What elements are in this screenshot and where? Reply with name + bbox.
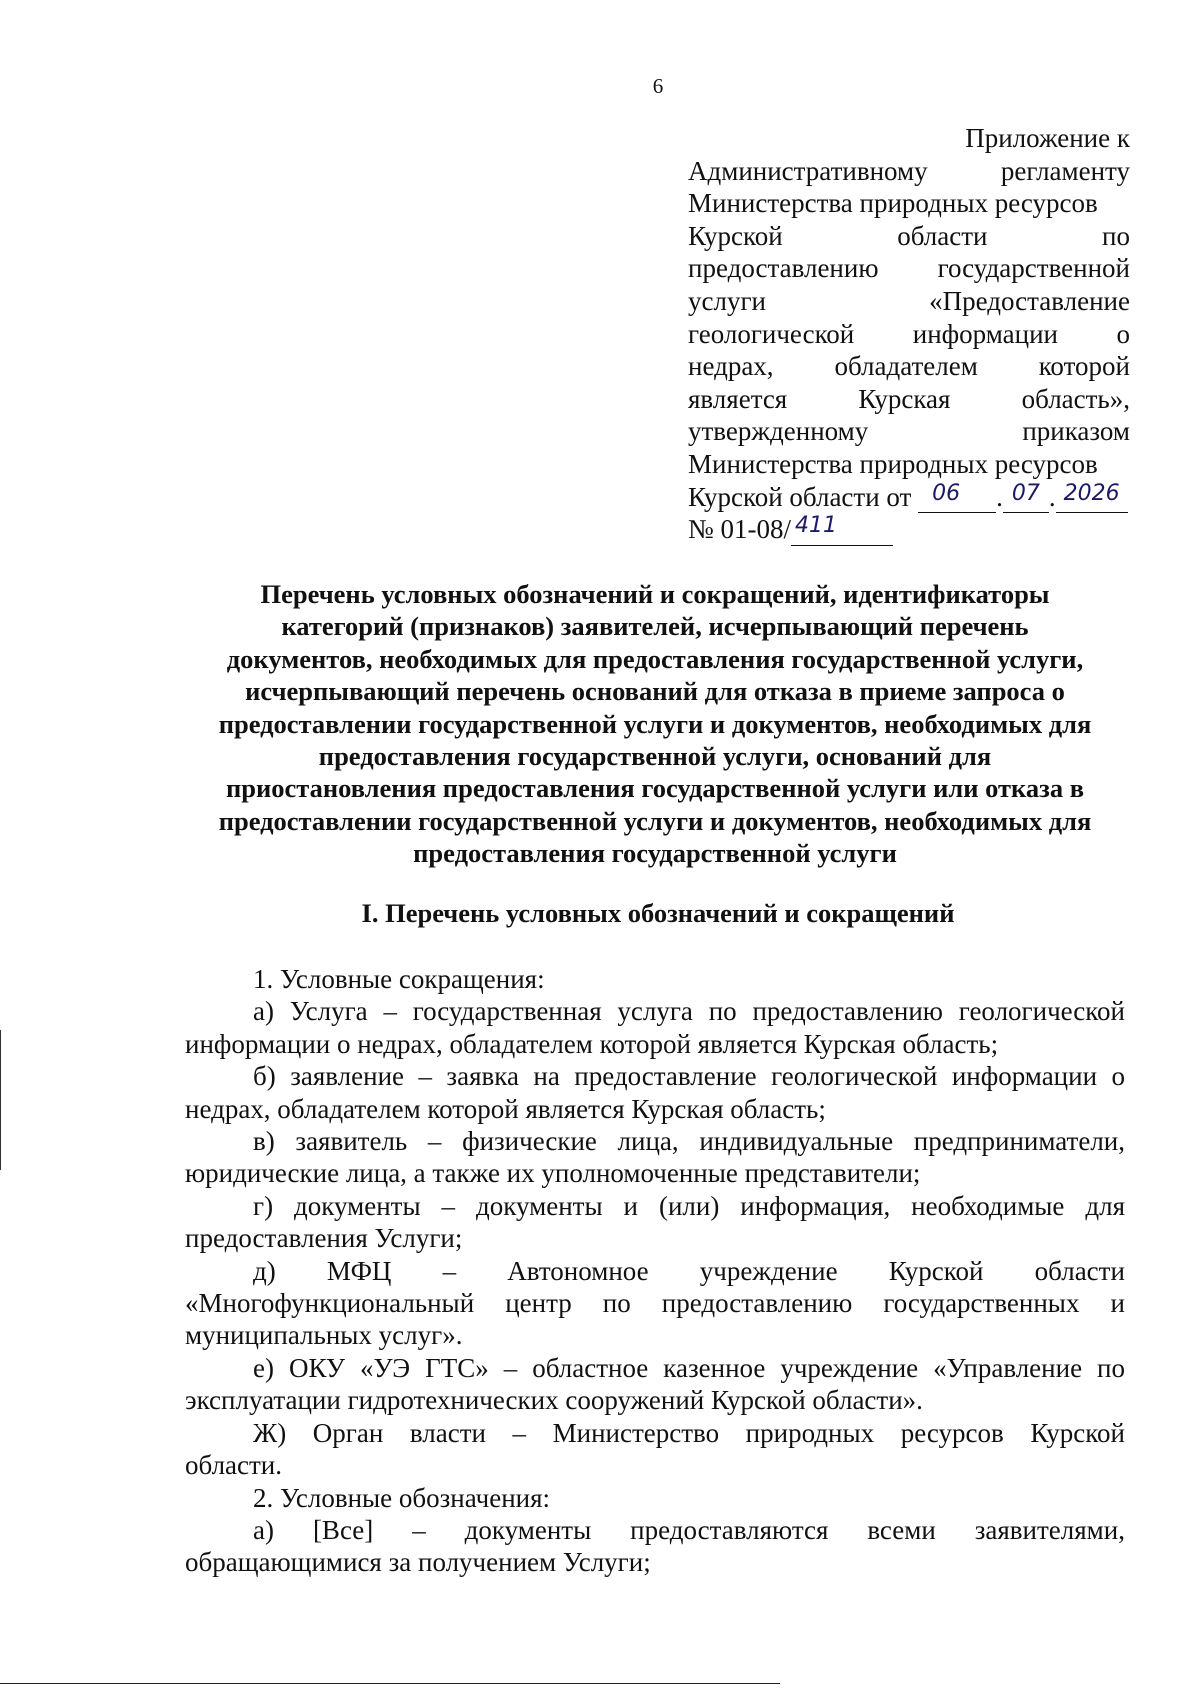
handwritten-day: 06: [918, 481, 974, 514]
handwritten-order-number: 411: [791, 513, 893, 546]
appendix-line: Курской области по: [688, 220, 1130, 251]
section-heading: I. Перечень условных обозначений и сокращений: [361, 898, 955, 928]
title-line: приостановления предоставления государственной услуги или отказа в: [225, 773, 1085, 804]
handwritten-month: 07: [1003, 481, 1049, 514]
appendix-line: Министерства природных ресурсов: [688, 448, 1098, 479]
order-number-line: № 01-08/ 411: [688, 513, 1130, 546]
paragraph: а) [Все] – документы предоставляются всеми заявителями, обращающимися за получением Услуги;: [185, 1514, 1125, 1578]
scan-edge-mark: [0, 1030, 1, 1170]
date-separator: .: [1048, 481, 1056, 512]
title-line: категорий (признаков) заявителей, исчерпывающий перечень: [281, 611, 1029, 642]
document-body: [185, 963, 1125, 1579]
appendix-line: является Курская область»,: [688, 383, 1130, 414]
title-line: исчерпывающий перечень оснований для отказа в приеме запроса о: [245, 676, 1065, 707]
appendix-line: Приложение к: [965, 123, 1130, 153]
appendix-line: Министерства природных ресурсов: [688, 188, 1098, 219]
appendix-note: [688, 122, 1130, 546]
paragraph: г) документы – документы и (или) информация, необходимые для предоставления Услуги;: [185, 1190, 1125, 1254]
paragraph: д) МФЦ – Автономное учреждение Курской области «Многофункциональный центр по предоставлению государственных и муниципальных услуг».: [185, 1255, 1125, 1351]
date-separator: .: [996, 481, 1003, 512]
appendix-line: предоставлению государственной: [688, 253, 1130, 284]
title-line: предоставления государственной услуги, оснований для: [318, 741, 992, 772]
handwritten-year: 2026: [1056, 481, 1128, 514]
title-line: документов, необходимых для предоставления государственной услуги,: [226, 643, 1084, 674]
title-line: Перечень условных обозначений и сокращений, идентификаторы: [260, 579, 1050, 609]
appendix-line: услуги «Предоставление: [688, 285, 1130, 316]
paragraph: б) заявление – заявка на предоставление геологической информации о недрах, обладателем которой является Курская область;: [185, 1061, 1125, 1124]
paragraph: е) ОКУ «УЭ ГТС» – областное казенное учреждение «Управление по эксплуатации гидротехнических сооружений Курской области».: [185, 1352, 1125, 1416]
title-line: предоставления государственной услуги: [413, 838, 897, 869]
paragraph: 1. Условные сокращения:: [253, 964, 545, 994]
scan-bottom-rule: [0, 1683, 780, 1684]
approval-date-line: Курской области от 06 . 07 . 2026: [688, 481, 1130, 514]
appendix-line: недрах, обладателем которой: [688, 351, 1130, 382]
paragraph: в) заявитель – физические лица, индивидуальные предприниматели, юридические лица, а также их уполномоченные представители;: [185, 1126, 1125, 1189]
paragraph: 2. Условные обозначения:: [253, 1482, 551, 1513]
page-number: 6: [652, 74, 664, 98]
title-line: предоставлении государственной услуги и документов, необходимых для: [218, 708, 1092, 739]
appendix-line: утвержденному приказом: [688, 416, 1130, 447]
paragraph: а) Услуга – государственная услуга по предоставлению геологической информации о недрах, обладателем которой является Курская область;: [185, 996, 1125, 1059]
title-line: предоставлении государственной услуги и документов, необходимых для: [218, 805, 1092, 836]
document-title: [180, 578, 1130, 870]
date-blank: [974, 481, 996, 514]
paragraph: Ж) Орган власти – Министерство природных ресурсов Курской области.: [185, 1417, 1125, 1481]
appendix-line: Административному регламенту: [688, 155, 1130, 186]
appendix-line: геологической информации о: [688, 318, 1130, 349]
